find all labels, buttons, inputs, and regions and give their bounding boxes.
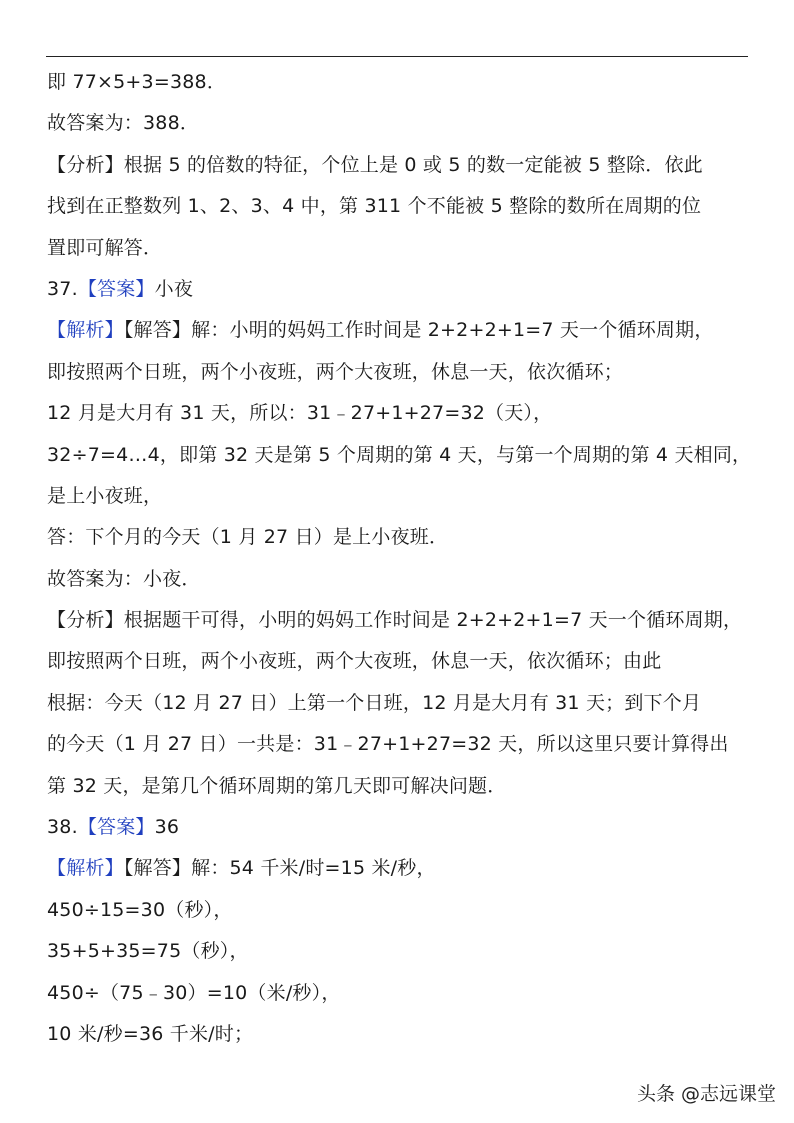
answer-value: 36	[154, 816, 180, 839]
watermark: 头条 @志远课堂	[636, 1083, 776, 1105]
text-line: 的今天（1 月 27 日）一共是：31﹣27+1+27=32 天，所以这里只要计算得出	[47, 733, 729, 756]
question-number: 37.	[47, 277, 78, 300]
solution-line	[47, 310, 759, 351]
text-line: 35+5+35=75（秒），	[47, 940, 249, 963]
text-line: 答：下个月的今天（1 月 27 日）是上小夜班．	[47, 526, 449, 549]
text-line: 10 米/秒=36 千米/时；	[47, 1022, 254, 1045]
solution-text: 【解答】解：小明的妈妈工作时间是 2+2+2+1=7 天一个循环周期，	[123, 319, 714, 342]
text-line: 450÷15=30（秒），	[47, 898, 233, 921]
analysis-line: 【分析】根据 5 的倍数的特征，个位上是 0 或 5 的数一定能被 5 整除．依此	[47, 153, 703, 176]
text-line: 是上小夜班，	[47, 484, 163, 507]
solution-text: 【解答】解：54 千米/时=15 米/秒，	[123, 857, 436, 880]
text-line: 根据：今天（12 月 27 日）上第一个日班，12 月是大月有 31 天；到下个月	[47, 691, 702, 714]
text-line: 置即可解答．	[47, 236, 163, 259]
explanation-tag: 【解析】	[47, 857, 124, 880]
answer-tag: 【答案】	[77, 816, 155, 839]
document-body	[47, 62, 759, 1055]
explanation-tag: 【解析】	[47, 319, 124, 342]
answer-line-37	[47, 269, 759, 310]
question-number: 38.	[47, 816, 78, 839]
text-line: 故答案为：小夜．	[47, 567, 201, 590]
text-line: 即按照两个日班，两个小夜班，两个大夜班，休息一天，依次循环；	[47, 360, 624, 383]
text-line: 故答案为：388．	[47, 112, 200, 135]
text-line: 即按照两个日班，两个小夜班，两个大夜班，休息一天，依次循环；由此	[47, 650, 662, 673]
analysis-line: 【分析】根据题干可得，小明的妈妈工作时间是 2+2+2+1=7 天一个循环周期，	[47, 609, 743, 632]
text-line: 12 月是大月有 31 天，所以：31﹣27+1+27=32（天），	[47, 402, 553, 425]
text-line: 找到在正整数列 1、2、3、4 中，第 311 个不能被 5 整除的数所在周期的位	[47, 195, 702, 218]
text-line: 第 32 天，是第几个循环周期的第几天即可解决问题．	[47, 774, 507, 797]
answer-tag: 【答案】	[77, 277, 155, 300]
text-line: 即 77×5+3=388．	[47, 71, 227, 93]
answer-line-38	[47, 807, 759, 848]
answer-value: 小夜	[154, 277, 194, 300]
text-line: 32÷7=4…4，即第 32 天是第 5 个周期的第 4 天，与第一个周期的第 4 天相同，	[47, 443, 752, 466]
solution-line	[47, 848, 759, 889]
text-line: 450÷（75﹣30）=10（米/秒），	[47, 981, 341, 1004]
header-rule	[46, 56, 748, 57]
